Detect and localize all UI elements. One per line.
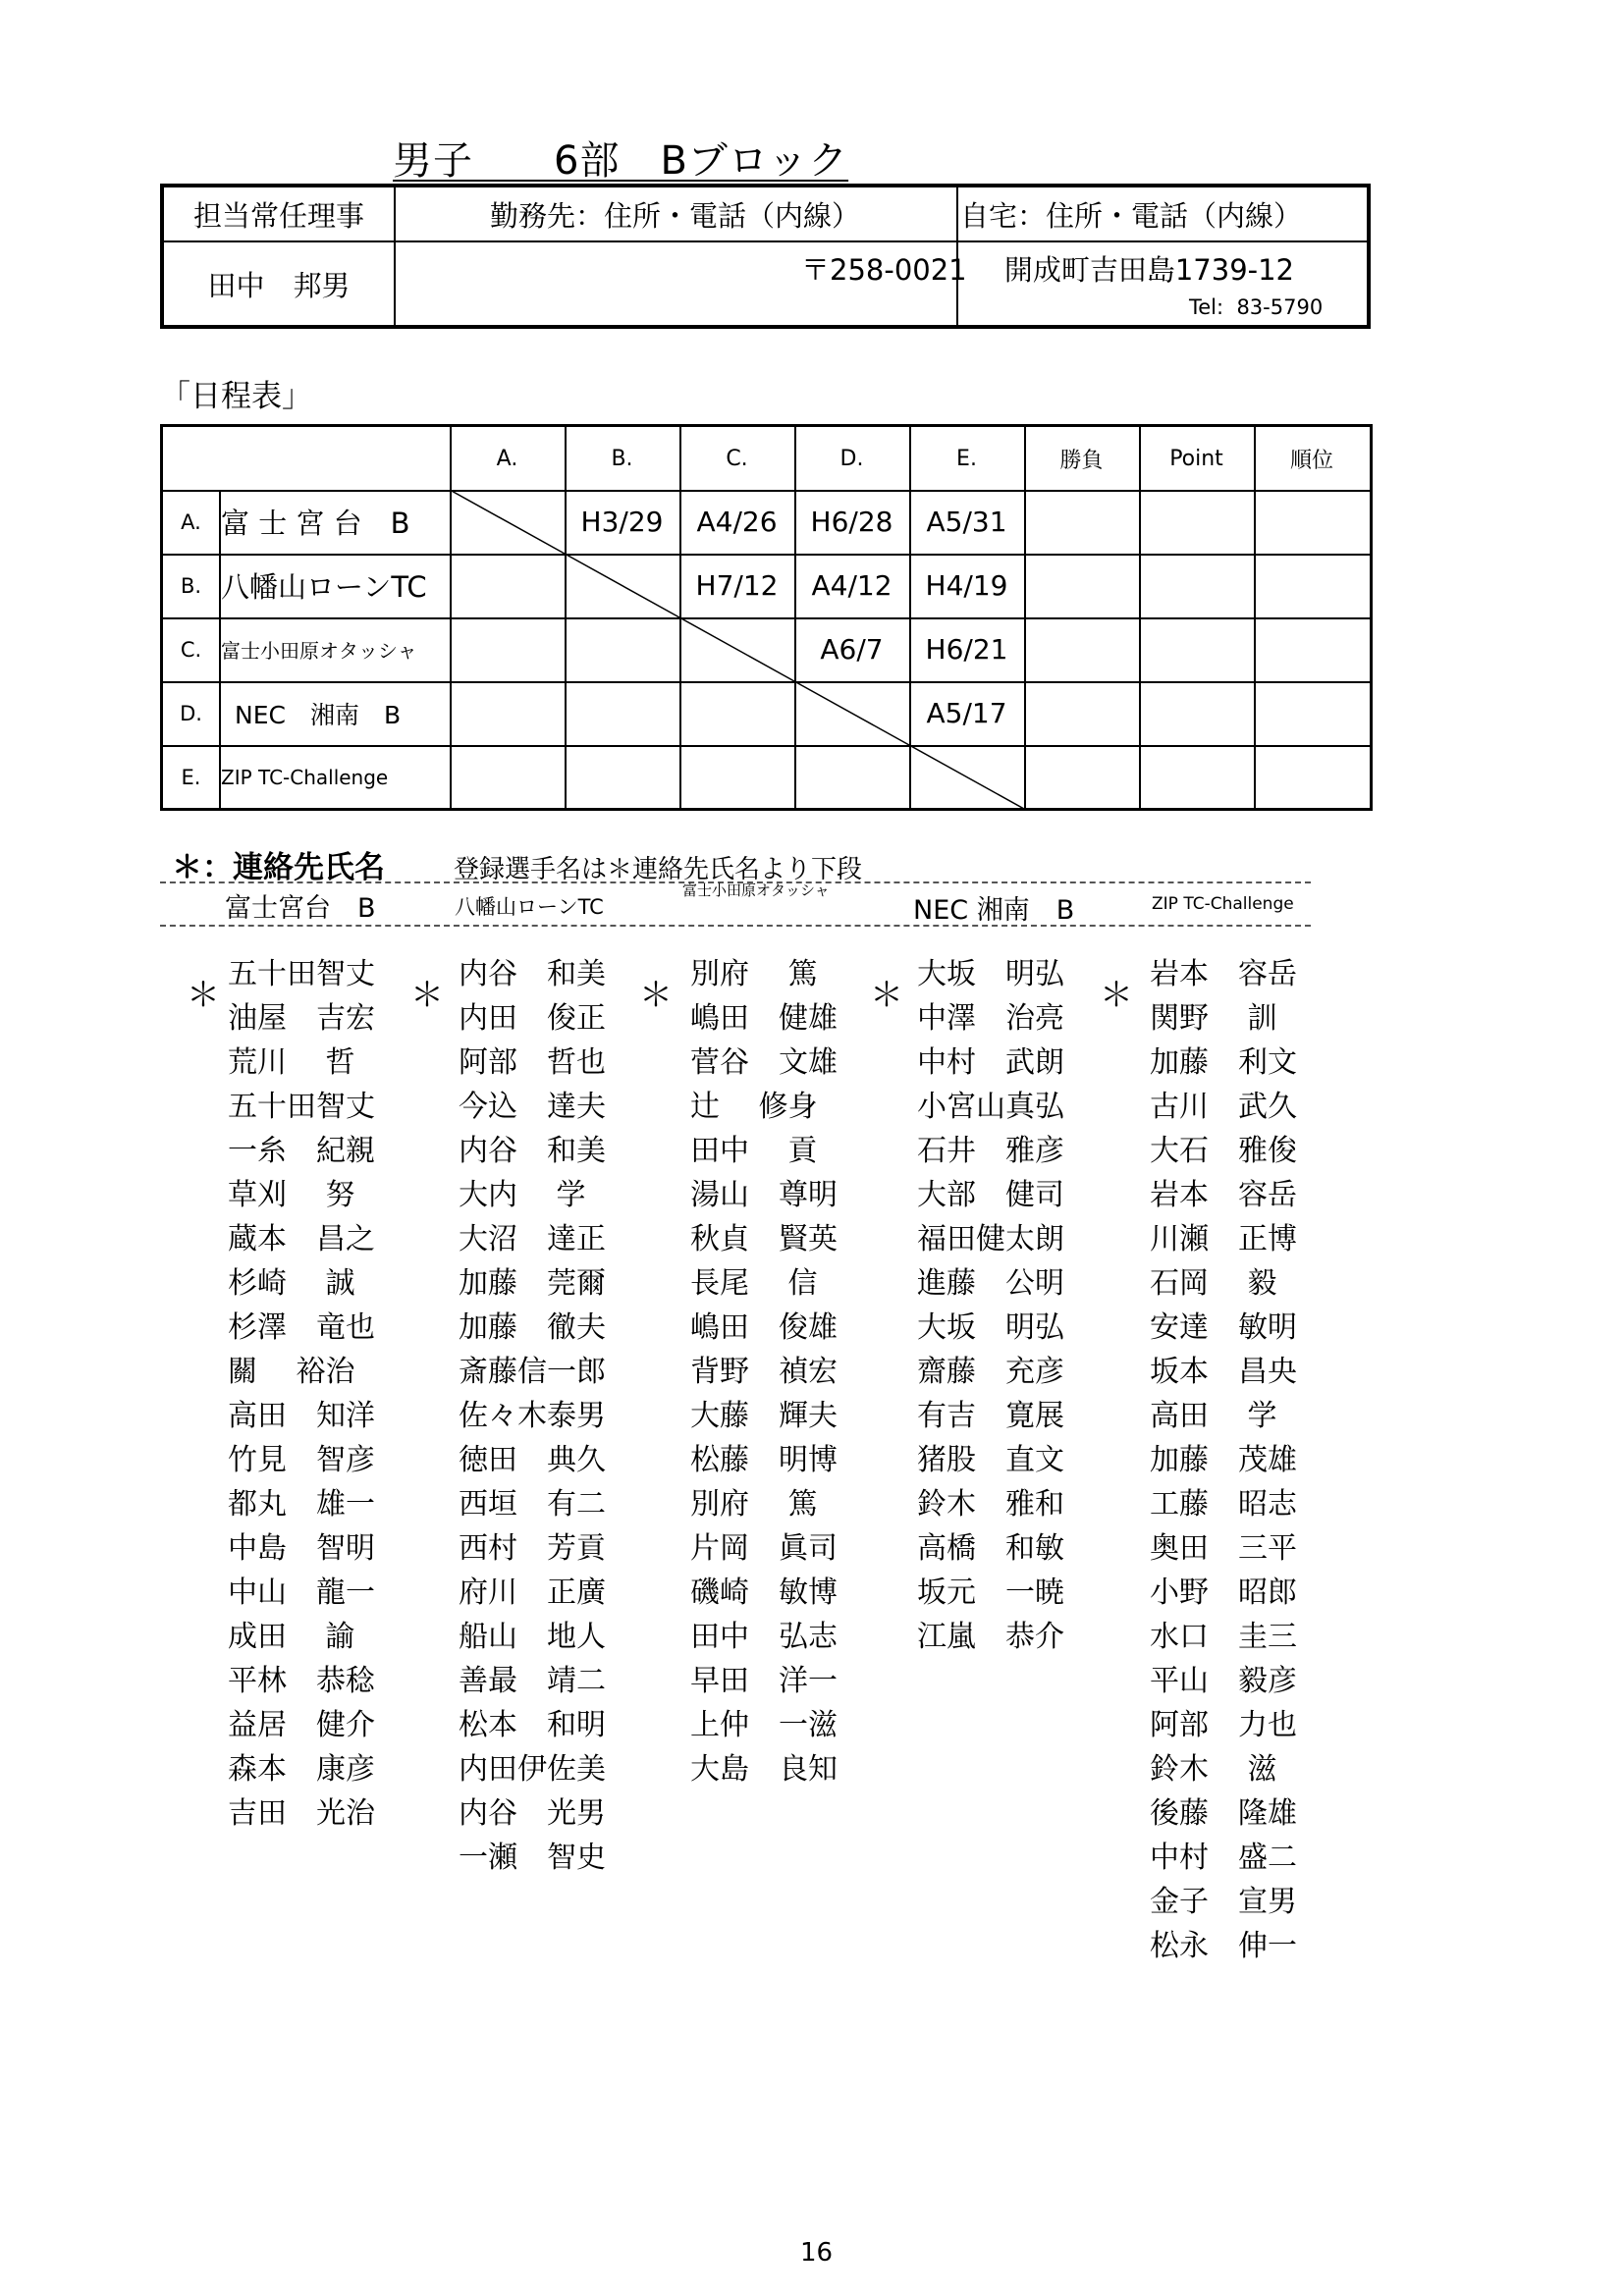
player-name: 今込 達夫	[459, 1090, 606, 1124]
player-name: 別府 篤	[690, 1487, 818, 1522]
player-name: 船山 地人	[459, 1620, 606, 1654]
player-name: 内田伊佐美	[459, 1752, 606, 1787]
player-name: 大内 学	[459, 1178, 586, 1212]
player-name: 西垣 有二	[459, 1487, 606, 1522]
page-title: 男子 6部 Bブロック	[393, 138, 849, 184]
schedule-table	[160, 424, 1373, 811]
player-name: 杉澤 竜也	[228, 1310, 375, 1345]
player-name: 關 裕治	[228, 1355, 355, 1389]
player-name: 岩本 容岳	[1150, 1178, 1297, 1212]
player-name: 加藤 利文	[1150, 1045, 1297, 1080]
player-name: 田中 貢	[690, 1134, 818, 1168]
player-name: 佐々木泰男	[459, 1399, 606, 1433]
player-name: 加藤 徹夫	[459, 1310, 606, 1345]
row-team-name: NEC 湘南 B	[235, 700, 402, 729]
player-name: 嶋田 俊雄	[690, 1310, 838, 1345]
diagonal-line	[794, 681, 909, 745]
row-team-name: 富士小田原オタッシャ	[221, 639, 417, 663]
player-name: 松藤 明博	[690, 1443, 838, 1477]
player-name: 内谷 和美	[459, 957, 606, 991]
player-name: 鈴木 滋	[1150, 1752, 1277, 1787]
player-name: 嶋田 健雄	[690, 1001, 838, 1036]
player-name: 古川 武久	[1150, 1090, 1297, 1124]
contact-star-e: ＊	[1100, 976, 1133, 1015]
match-date: A6/7	[820, 633, 884, 666]
player-name: 内谷 光男	[459, 1796, 606, 1831]
team-name-d: NEC 湘南 B	[913, 895, 1075, 926]
player-name: 田中 弘志	[690, 1620, 838, 1654]
match-date: H4/19	[925, 569, 1008, 602]
col-header: E.	[956, 446, 977, 471]
player-name: 松本 和明	[459, 1708, 606, 1742]
player-name: 高田 知洋	[228, 1399, 375, 1433]
diagonal-line	[565, 554, 679, 617]
row-label: C.	[180, 637, 202, 662]
player-name: 徳田 典久	[459, 1443, 606, 1477]
player-name: 中村 武朗	[917, 1045, 1064, 1080]
player-name: 高橋 和敏	[917, 1531, 1064, 1566]
diagonal-line	[909, 745, 1024, 808]
officer-header-home: 自宅：住所・電話（内線）	[956, 187, 1371, 242]
match-date: H6/21	[925, 633, 1008, 666]
dashed-divider-bottom	[160, 925, 1311, 927]
player-name: 大部 健司	[917, 1178, 1064, 1212]
player-name: 杉崎 誠	[228, 1266, 355, 1301]
player-name: 松永 伸一	[1150, 1929, 1297, 1963]
player-name: 中島 智明	[228, 1531, 375, 1566]
row-label: D.	[180, 701, 202, 725]
match-date: H7/12	[695, 569, 779, 602]
player-name: 斎藤信一郎	[459, 1355, 606, 1389]
contact-star-d: ＊	[870, 976, 903, 1015]
player-name: 早田 洋一	[690, 1664, 838, 1698]
player-name: 西村 芳貢	[459, 1531, 606, 1566]
player-name: 内田 俊正	[459, 1001, 606, 1036]
team-name-b: 八幡山ローンTC	[455, 895, 604, 919]
player-name: 金子 宣男	[1150, 1885, 1297, 1919]
player-name: 猪股 直文	[917, 1443, 1064, 1477]
player-name: 関野 訓	[1150, 1001, 1277, 1036]
officer-home-tel: Tel: 83-5790	[1189, 295, 1324, 319]
col-header: A.	[496, 446, 518, 471]
col-header: B.	[611, 446, 633, 471]
player-name: 上仲 一滋	[690, 1708, 838, 1742]
player-name: 工藤 昭志	[1150, 1487, 1297, 1522]
officer-header-work: 勤務先：住所・電話（内線）	[394, 187, 956, 242]
player-name: 加藤 莞爾	[459, 1266, 606, 1301]
contact-star-c: ＊	[639, 976, 673, 1015]
player-name: 片岡 眞司	[690, 1531, 838, 1566]
player-name: 成田 諭	[228, 1620, 355, 1654]
col-header: Point	[1169, 446, 1223, 471]
match-date: A5/17	[926, 697, 1007, 729]
col-header: 勝負	[1059, 448, 1104, 473]
player-name: 益居 健介	[228, 1708, 375, 1742]
player-name: 平林 恭稔	[228, 1664, 375, 1698]
player-name: 大石 雅俊	[1150, 1134, 1297, 1168]
player-name: 別府 篤	[690, 957, 818, 991]
player-name: 坂本 昌央	[1150, 1355, 1297, 1389]
contacts-heading: ＊：連絡先氏名	[172, 850, 385, 885]
diagonal-line	[450, 490, 565, 554]
player-name: 油屋 吉宏	[228, 1001, 375, 1036]
player-name: 奥田 三平	[1150, 1531, 1297, 1566]
contact-star-b: ＊	[410, 976, 444, 1015]
officer-name: 田中 邦男	[207, 268, 351, 302]
player-name: 中村 盛二	[1150, 1841, 1297, 1875]
team-name-a: 富士宮台 B	[225, 893, 376, 924]
player-name: 長尾 信	[690, 1266, 818, 1301]
player-name: 秋貞 賢英	[690, 1222, 838, 1256]
schedule-heading: 「日程表」	[160, 379, 312, 414]
match-date: A4/12	[811, 569, 893, 602]
player-name: 高田 学	[1150, 1399, 1277, 1433]
row-label: A.	[181, 509, 201, 534]
player-name: 大坂 明弘	[917, 1310, 1064, 1345]
match-date: H3/29	[580, 506, 664, 538]
col-header: D.	[839, 446, 864, 471]
row-team-name: 八幡山ローンTC	[221, 570, 427, 604]
player-name: 江嵐 恭介	[917, 1620, 1064, 1654]
player-name: 蔵本 昌之	[228, 1222, 375, 1256]
player-name: 安達 敏明	[1150, 1310, 1297, 1345]
contacts-note: 登録選手名は＊連絡先氏名より下段	[454, 855, 863, 884]
match-date: A4/26	[696, 506, 778, 538]
player-name: 進藤 公明	[917, 1266, 1064, 1301]
player-name: 五十田智丈	[228, 1090, 375, 1124]
officer-home-address: 〒258-0021 開成町吉田島1739-12	[801, 253, 1295, 287]
player-name: 内谷 和美	[459, 1134, 606, 1168]
player-name: 福田健太朗	[917, 1222, 1064, 1256]
player-name: 小野 昭郎	[1150, 1575, 1297, 1610]
player-name: 一瀬 智史	[459, 1841, 606, 1875]
officer-header-role: 担当常任理事	[164, 187, 394, 242]
row-label: E.	[181, 765, 201, 789]
player-name: 湯山 尊明	[690, 1178, 838, 1212]
player-name: 荒川 哲	[228, 1045, 355, 1080]
player-name: 鈴木 雅和	[917, 1487, 1064, 1522]
player-name: 齋藤 充彦	[917, 1355, 1064, 1389]
player-name: 小宮山真弘	[917, 1090, 1064, 1124]
player-name: 善最 靖二	[459, 1664, 606, 1698]
player-name: 竹見 智彦	[228, 1443, 375, 1477]
player-name: 石井 雅彦	[917, 1134, 1064, 1168]
match-date: H6/28	[810, 506, 893, 538]
player-name: 阿部 力也	[1150, 1708, 1297, 1742]
player-name: 大藤 輝夫	[690, 1399, 838, 1433]
officer-table	[160, 184, 1371, 329]
player-name: 加藤 茂雄	[1150, 1443, 1297, 1477]
col-header: 順位	[1289, 448, 1333, 473]
page-number: 16	[800, 2238, 834, 2268]
player-name: 一糸 紀親	[228, 1134, 375, 1168]
player-name: 有吉 寛展	[917, 1399, 1064, 1433]
player-name: 菅谷 文雄	[690, 1045, 838, 1080]
player-name: 大沼 達正	[459, 1222, 606, 1256]
player-name: 水口 圭三	[1150, 1620, 1297, 1654]
contact-star-a: ＊	[187, 976, 220, 1015]
diagonal-line	[679, 617, 794, 681]
player-name: 府川 正廣	[459, 1575, 606, 1610]
player-name: 磯崎 敏博	[690, 1575, 838, 1610]
player-name: 中山 龍一	[228, 1575, 375, 1610]
player-name: 石岡 毅	[1150, 1266, 1277, 1301]
team-name-e: ZIP TC-Challenge	[1152, 894, 1294, 914]
player-name: 大島 良知	[690, 1752, 838, 1787]
player-name: 坂元 一暁	[917, 1575, 1064, 1610]
match-date: A5/31	[926, 506, 1007, 538]
player-name: 辻 修身	[690, 1090, 818, 1124]
row-team-name: 富 士 宮 台 B	[221, 507, 410, 540]
player-name: 平山 毅彦	[1150, 1664, 1297, 1698]
player-name: 草刈 努	[228, 1178, 355, 1212]
player-name: 森本 康彦	[228, 1752, 375, 1787]
player-name: 都丸 雄一	[228, 1487, 375, 1522]
team-name-c: 富士小田原オタッシャ	[682, 881, 830, 899]
player-name: 後藤 隆雄	[1150, 1796, 1297, 1831]
player-name: 吉田 光治	[228, 1796, 375, 1831]
col-header: C.	[726, 446, 748, 471]
player-name: 岩本 容岳	[1150, 957, 1297, 991]
player-name: 中澤 治亮	[917, 1001, 1064, 1036]
player-name: 五十田智丈	[228, 957, 375, 991]
player-name: 阿部 哲也	[459, 1045, 606, 1080]
player-name: 背野 禎宏	[690, 1355, 838, 1389]
row-label: B.	[180, 573, 202, 598]
row-team-name: ZIP TC-Challenge	[221, 765, 389, 789]
player-name: 川瀬 正博	[1150, 1222, 1297, 1256]
player-name: 大坂 明弘	[917, 957, 1064, 991]
